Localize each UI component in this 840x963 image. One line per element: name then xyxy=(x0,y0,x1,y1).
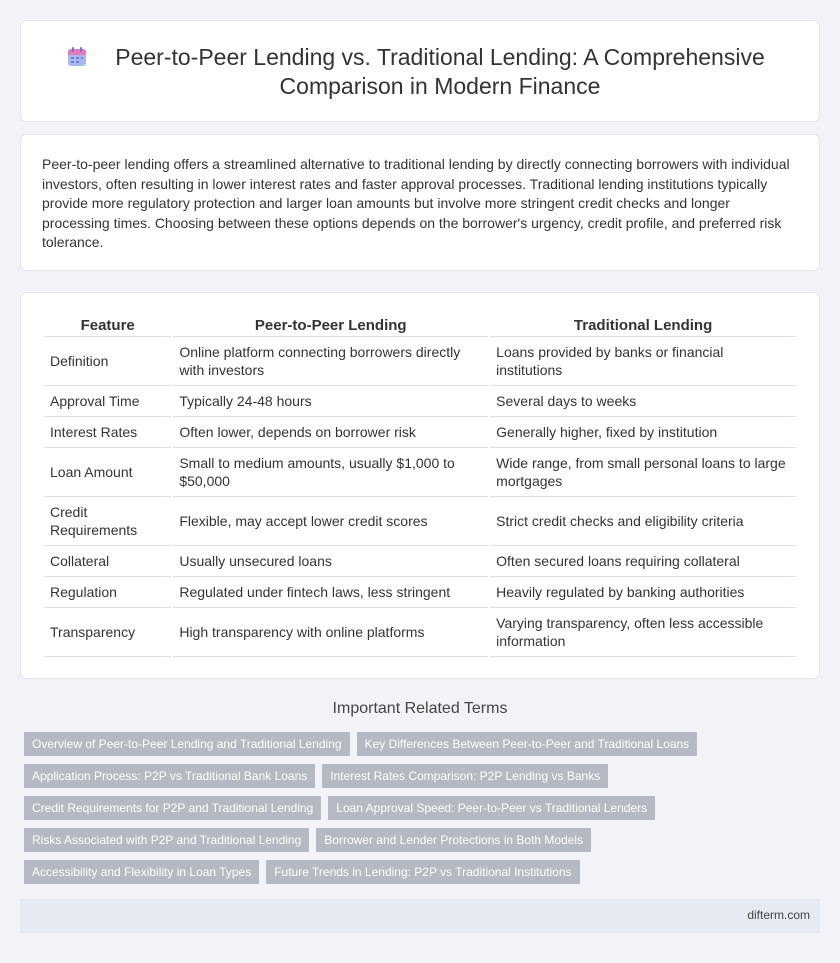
feature-cell: Approval Time xyxy=(44,386,171,417)
header-p2p: Peer-to-Peer Lending xyxy=(173,315,488,337)
p2p-cell: Typically 24-48 hours xyxy=(173,386,488,417)
table-row xyxy=(44,337,796,386)
traditional-cell: Heavily regulated by banking authorities xyxy=(490,577,796,608)
related-term-link[interactable]: Overview of Peer-to-Peer Lending and Traditional Lending xyxy=(24,732,350,756)
table-row xyxy=(44,608,796,657)
traditional-cell: Often secured loans requiring collateral xyxy=(490,546,796,577)
related-term-link[interactable]: Interest Rates Comparison: P2P Lending vs Banks xyxy=(322,764,608,788)
p2p-cell: Often lower, depends on borrower risk xyxy=(173,417,488,448)
related-term-link[interactable]: Application Process: P2P vs Traditional Bank Loans xyxy=(24,764,315,788)
related-term-link[interactable]: Credit Requirements for P2P and Traditional Lending xyxy=(24,796,321,820)
comparison-table xyxy=(42,315,798,657)
intro-card xyxy=(20,134,820,271)
feature-cell: Loan Amount xyxy=(44,448,171,497)
related-terms-list xyxy=(24,732,804,892)
intro-paragraph: Peer-to-peer lending offers a streamlined alternative to traditional lending by directly connecting borrowers with individual investors, often resulting in lower interest rates and faster approval processes. Traditional lending institutions typically provide more regulatory protection and larger loan amounts but involve more stringent credit checks and longer processing times. Choosing between these options depends on the borrower's urgency, credit profile, and preferred risk tolerance. xyxy=(42,156,790,251)
table-row xyxy=(44,448,796,497)
p2p-cell: Usually unsecured loans xyxy=(173,546,488,577)
feature-cell: Collateral xyxy=(44,546,171,577)
traditional-cell: Loans provided by banks or financial institutions xyxy=(490,337,796,386)
table-row xyxy=(44,497,796,546)
table-row xyxy=(44,386,796,417)
feature-cell: Credit Requirements xyxy=(44,497,171,546)
traditional-cell: Generally higher, fixed by institution xyxy=(490,417,796,448)
footer xyxy=(20,899,820,933)
table-row xyxy=(44,417,796,448)
related-term-link[interactable]: Accessibility and Flexibility in Loan Types xyxy=(24,860,259,884)
feature-cell: Transparency xyxy=(44,608,171,657)
traditional-cell: Strict credit checks and eligibility criteria xyxy=(490,497,796,546)
p2p-cell: Online platform connecting borrowers directly with investors xyxy=(173,337,488,386)
header-feature: Feature xyxy=(44,315,171,337)
p2p-cell: Regulated under fintech laws, less stringent xyxy=(173,577,488,608)
related-term-link[interactable]: Future Trends in Lending: P2P vs Traditional Institutions xyxy=(266,860,579,884)
title-card xyxy=(20,20,820,122)
traditional-cell: Several days to weeks xyxy=(490,386,796,417)
feature-cell: Definition xyxy=(44,337,171,386)
p2p-cell: High transparency with online platforms xyxy=(173,608,488,657)
feature-cell: Interest Rates xyxy=(44,417,171,448)
related-term-link[interactable]: Loan Approval Speed: Peer-to-Peer vs Traditional Lenders xyxy=(328,796,655,820)
feature-cell: Regulation xyxy=(44,577,171,608)
related-terms-heading: Important Related Terms xyxy=(332,700,508,717)
table-row xyxy=(44,577,796,608)
traditional-cell: Wide range, from small personal loans to large mortgages xyxy=(490,448,796,497)
traditional-cell: Varying transparency, often less accessible information xyxy=(490,608,796,657)
related-term-link[interactable]: Borrower and Lender Protections in Both Models xyxy=(316,828,591,852)
header-traditional: Traditional Lending xyxy=(490,315,796,337)
page-title: Peer-to-Peer Lending vs. Traditional Lending: A Comprehensive Comparison in Modern Finance xyxy=(115,44,765,99)
p2p-cell: Flexible, may accept lower credit scores xyxy=(173,497,488,546)
related-term-link[interactable]: Key Differences Between Peer-to-Peer and Traditional Loans xyxy=(357,732,698,756)
table-header-row xyxy=(44,315,796,337)
comparison-table-card xyxy=(20,292,820,679)
p2p-cell: Small to medium amounts, usually $1,000 to $50,000 xyxy=(173,448,488,497)
table-row xyxy=(44,546,796,577)
footer-site-link[interactable]: difterm.com xyxy=(747,908,810,922)
related-term-link[interactable]: Risks Associated with P2P and Traditional Lending xyxy=(24,828,309,852)
